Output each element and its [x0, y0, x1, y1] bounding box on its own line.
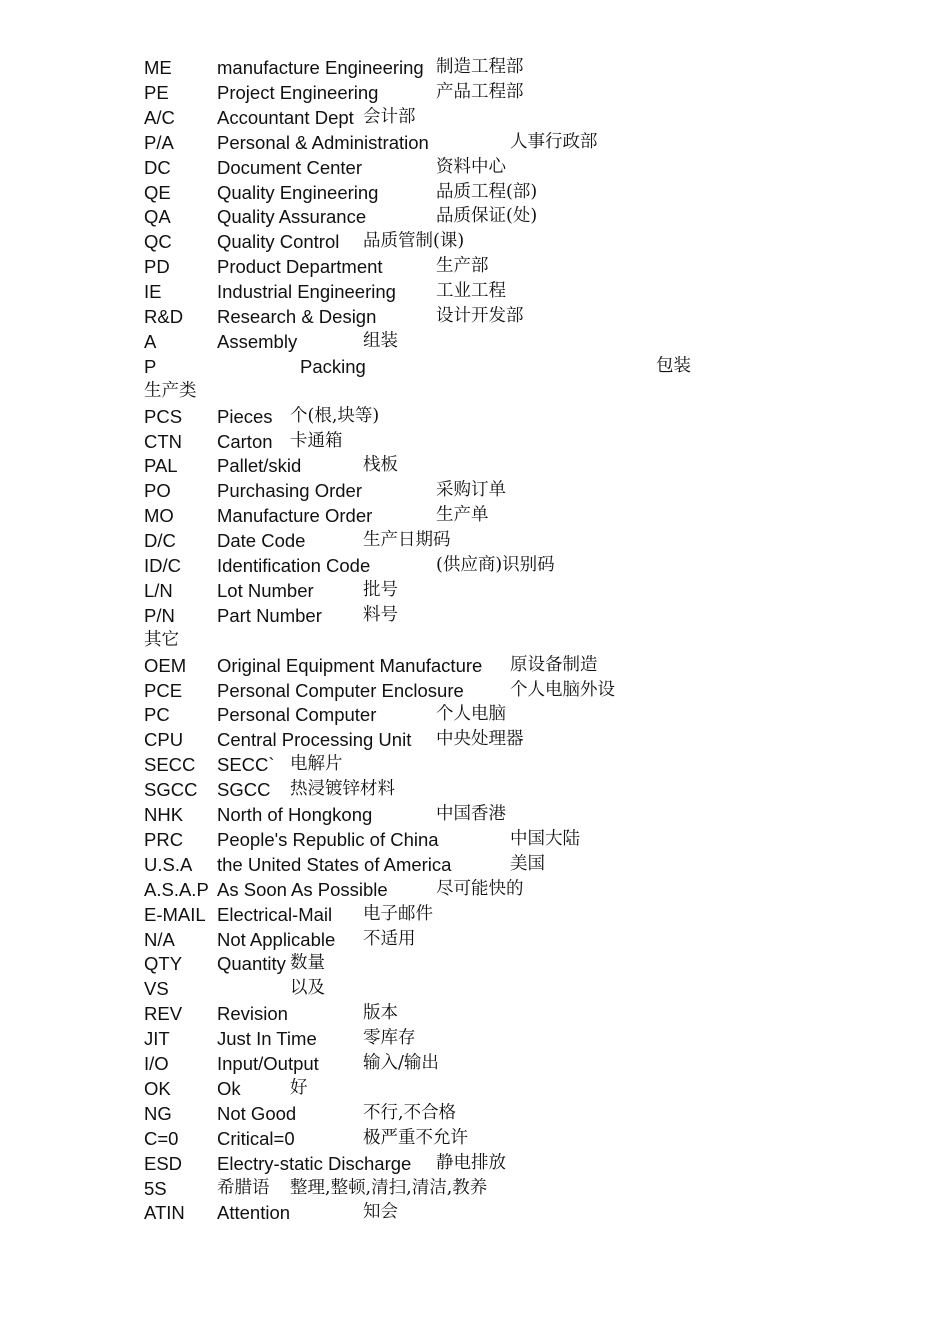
- abbreviation-row: [144, 180, 924, 205]
- abbreviation-row: [144, 727, 924, 752]
- english-term: Purchasing Order: [217, 480, 362, 501]
- chinese-term: 资料中心: [436, 157, 506, 177]
- abbreviation: QC: [144, 231, 172, 252]
- chinese-term: 工业工程: [436, 281, 506, 301]
- abbreviation: QA: [144, 206, 171, 227]
- english-term: Document Center: [217, 157, 362, 178]
- abbreviation: L/N: [144, 580, 173, 601]
- abbreviation: PRC: [144, 829, 184, 850]
- abbreviation-row: [144, 229, 924, 254]
- chinese-term: 中央处理器: [436, 729, 524, 749]
- chinese-term: 好: [290, 1078, 308, 1098]
- english-term: Pallet/skid: [217, 455, 302, 476]
- chinese-term: 生产单: [436, 505, 489, 525]
- chinese-term: 知会: [363, 1202, 398, 1222]
- abbreviation-row: [144, 1176, 924, 1201]
- english-term: Not Good: [217, 1103, 297, 1124]
- abbreviation-row: [144, 329, 924, 354]
- english-term: Ok: [217, 1078, 241, 1099]
- chinese-term: 品质保证(处): [436, 206, 538, 226]
- chinese-term: 不适用: [363, 929, 416, 949]
- chinese-term: 批号: [363, 580, 398, 600]
- chinese-term: 静电排放: [436, 1153, 506, 1173]
- english-term: Carton: [217, 431, 273, 452]
- english-term: Assembly: [217, 331, 298, 352]
- abbreviation-row: [144, 1001, 924, 1026]
- abbreviation: A/C: [144, 107, 175, 128]
- abbreviation: SECC: [144, 754, 196, 775]
- abbreviation: I/O: [144, 1053, 169, 1074]
- chinese-term: 尽可能快的: [436, 879, 524, 899]
- abbreviation: A: [144, 331, 157, 352]
- abbreviation: PCE: [144, 680, 183, 701]
- abbreviation: QE: [144, 182, 171, 203]
- abbreviation: 5S: [144, 1178, 167, 1199]
- abbreviation: JIT: [144, 1028, 170, 1049]
- english-term: Not Applicable: [217, 929, 336, 950]
- abbreviation-row: [144, 354, 924, 379]
- abbreviation: QTY: [144, 953, 183, 974]
- english-term: Central Processing Unit: [217, 729, 412, 750]
- chinese-term: 原设备制造: [510, 655, 598, 675]
- english-term: Manufacture Order: [217, 505, 373, 526]
- abbreviation: CPU: [144, 729, 184, 750]
- chinese-term: 整理,整顿,清扫,清洁,教养: [290, 1178, 488, 1198]
- english-term: Electry-static Discharge: [217, 1153, 412, 1174]
- english-term: Electrical-Mail: [217, 904, 333, 925]
- abbreviation-row: [144, 453, 924, 478]
- abbreviation-row: [144, 802, 924, 827]
- abbreviation-row: [144, 852, 924, 877]
- abbreviation-row: [144, 304, 924, 329]
- chinese-term: 版本: [363, 1003, 398, 1023]
- chinese-term: 采购订单: [436, 480, 506, 500]
- abbreviation-row: [144, 1101, 924, 1126]
- chinese-term: 生产部: [436, 256, 489, 276]
- abbreviation-row: [144, 927, 924, 952]
- abbreviation: NHK: [144, 804, 184, 825]
- chinese-term: 以及: [290, 978, 325, 998]
- abbreviation-row: [144, 204, 924, 229]
- abbreviation: ME: [144, 57, 172, 78]
- english-term: Quantity: [217, 953, 286, 974]
- abbreviation-row: [144, 80, 924, 105]
- chinese-term: 电解片: [290, 754, 343, 774]
- english-term: SGCC: [217, 779, 271, 800]
- abbreviation-row: [144, 55, 924, 80]
- abbreviation-row: [144, 1051, 924, 1076]
- abbreviation: ID/C: [144, 555, 181, 576]
- english-term: SECC`: [217, 754, 275, 775]
- abbreviation: PE: [144, 82, 169, 103]
- abbreviation-row: [144, 553, 924, 578]
- chinese-term: 中国大陆: [510, 829, 580, 849]
- english-term: Research & Design: [217, 306, 377, 327]
- english-term: the United States of America: [217, 854, 452, 875]
- english-term: Part Number: [217, 605, 322, 626]
- chinese-term: 中国香港: [436, 804, 506, 824]
- abbreviation: MO: [144, 505, 174, 526]
- chinese-term: 极严重不允许: [363, 1128, 468, 1148]
- english-term: Product Department: [217, 256, 383, 277]
- chinese-term: 输入/输出: [363, 1053, 439, 1073]
- abbreviation: ATIN: [144, 1202, 185, 1223]
- abbreviation-row: [144, 653, 924, 678]
- abbreviation: PAL: [144, 455, 178, 476]
- chinese-term: 品质管制(课): [363, 231, 465, 251]
- abbreviation: PCS: [144, 406, 183, 427]
- abbreviation: DC: [144, 157, 171, 178]
- abbreviation-row: [144, 478, 924, 503]
- chinese-term: 品质工程(部): [436, 182, 538, 202]
- english-term: Personal & Administration: [217, 132, 429, 153]
- abbreviation: U.S.A: [144, 854, 193, 875]
- chinese-term: 料号: [363, 605, 398, 625]
- english-term: Quality Engineering: [217, 182, 379, 203]
- chinese-term: 不行,不合格: [363, 1103, 457, 1123]
- abbreviation-row: [144, 130, 924, 155]
- abbreviation-row: [144, 951, 924, 976]
- english-term: Lot Number: [217, 580, 314, 601]
- english-term: Pieces: [217, 406, 273, 427]
- english-term: Identification Code: [217, 555, 371, 576]
- chinese-term: 卡通箱: [290, 431, 343, 451]
- section-heading: 生产类: [144, 381, 197, 401]
- abbreviation-row: [144, 1200, 924, 1225]
- chinese-term: 组装: [363, 331, 398, 351]
- abbreviation-row: [144, 902, 924, 927]
- abbreviation: IE: [144, 281, 162, 302]
- english-term: Quality Assurance: [217, 206, 367, 227]
- chinese-term: 包装: [656, 356, 691, 376]
- english-term: Packing: [300, 356, 366, 377]
- abbreviation: REV: [144, 1003, 183, 1024]
- english-term: Attention: [217, 1202, 291, 1223]
- chinese-term: 个人电脑外设: [510, 680, 615, 700]
- abbreviation-row: [144, 678, 924, 703]
- abbreviation-row: [144, 1026, 924, 1051]
- english-term: Critical=0: [217, 1128, 295, 1149]
- english-term: People's Republic of China: [217, 829, 439, 850]
- abbreviation: PO: [144, 480, 171, 501]
- abbreviation: P/A: [144, 132, 174, 153]
- abbreviation: P/N: [144, 605, 175, 626]
- abbreviation-row: [144, 503, 924, 528]
- abbreviation-row: [144, 1076, 924, 1101]
- abbreviation: OK: [144, 1078, 171, 1099]
- chinese-term: 个(根,块等): [290, 406, 380, 426]
- abbreviation: VS: [144, 978, 169, 999]
- abbreviation-row: [144, 429, 924, 454]
- english-term: Accountant Dept: [217, 107, 354, 128]
- abbreviation-row: [144, 155, 924, 180]
- english-term: Personal Computer: [217, 704, 377, 725]
- abbreviation-row: [144, 777, 924, 802]
- abbreviation-row: [144, 528, 924, 553]
- english-term: Project Engineering: [217, 82, 379, 103]
- english-term: Date Code: [217, 530, 306, 551]
- english-term: Personal Computer Enclosure: [217, 680, 464, 701]
- abbreviation-row: [144, 1126, 924, 1151]
- english-term: 希腊语: [217, 1178, 270, 1198]
- english-term: As Soon As Possible: [217, 879, 388, 900]
- chinese-term: 电子邮件: [363, 904, 433, 924]
- english-term: Just In Time: [217, 1028, 317, 1049]
- english-term: manufacture Engineering: [217, 57, 424, 78]
- abbreviation-row: [144, 603, 924, 628]
- chinese-term: 零库存: [363, 1028, 416, 1048]
- abbreviation-row: [144, 105, 924, 130]
- chinese-term: 个人电脑: [436, 704, 506, 724]
- chinese-term: 热浸镀锌材料: [290, 779, 395, 799]
- abbreviation: C=0: [144, 1128, 179, 1149]
- english-term: Quality Control: [217, 231, 340, 252]
- english-term: North of Hongkong: [217, 804, 373, 825]
- abbreviation-row: [144, 404, 924, 429]
- abbreviation: R&D: [144, 306, 184, 327]
- abbreviation-row: [144, 578, 924, 603]
- abbreviation: SGCC: [144, 779, 198, 800]
- english-term: Revision: [217, 1003, 288, 1024]
- abbreviation-row: [144, 976, 924, 1001]
- section-heading: 其它: [144, 630, 179, 650]
- chinese-term: 栈板: [363, 455, 398, 475]
- english-term: Industrial Engineering: [217, 281, 396, 302]
- abbreviation: N/A: [144, 929, 175, 950]
- abbreviation: ESD: [144, 1153, 183, 1174]
- abbreviation: D/C: [144, 530, 176, 551]
- chinese-term: 设计开发部: [436, 306, 524, 326]
- abbreviation-row: [144, 702, 924, 727]
- chinese-term: 生产日期码: [363, 530, 451, 550]
- abbreviation-row: [144, 1151, 924, 1176]
- abbreviation: PC: [144, 704, 170, 725]
- english-term: Original Equipment Manufacture: [217, 655, 483, 676]
- abbreviation: PD: [144, 256, 170, 277]
- abbreviation: OEM: [144, 655, 187, 676]
- abbreviation: P: [144, 356, 157, 377]
- chinese-term: 美国: [510, 854, 545, 874]
- abbreviation-row: [144, 752, 924, 777]
- abbreviation: NG: [144, 1103, 172, 1124]
- chinese-term: 数量: [290, 953, 325, 973]
- abbreviation: A.S.A.P: [144, 879, 209, 900]
- english-term: Input/Output: [217, 1053, 319, 1074]
- abbreviation-row: [144, 279, 924, 304]
- chinese-term: (供应商)识别码: [436, 555, 555, 575]
- chinese-term: 产品工程部: [436, 82, 524, 102]
- abbreviation: CTN: [144, 431, 183, 452]
- abbreviation: E-MAIL: [144, 904, 206, 925]
- abbreviation-row: [144, 877, 924, 902]
- abbreviation-row: [144, 254, 924, 279]
- chinese-term: 人事行政部: [510, 132, 598, 152]
- abbreviation-row: [144, 827, 924, 852]
- chinese-term: 制造工程部: [436, 57, 524, 77]
- chinese-term: 会计部: [363, 107, 416, 127]
